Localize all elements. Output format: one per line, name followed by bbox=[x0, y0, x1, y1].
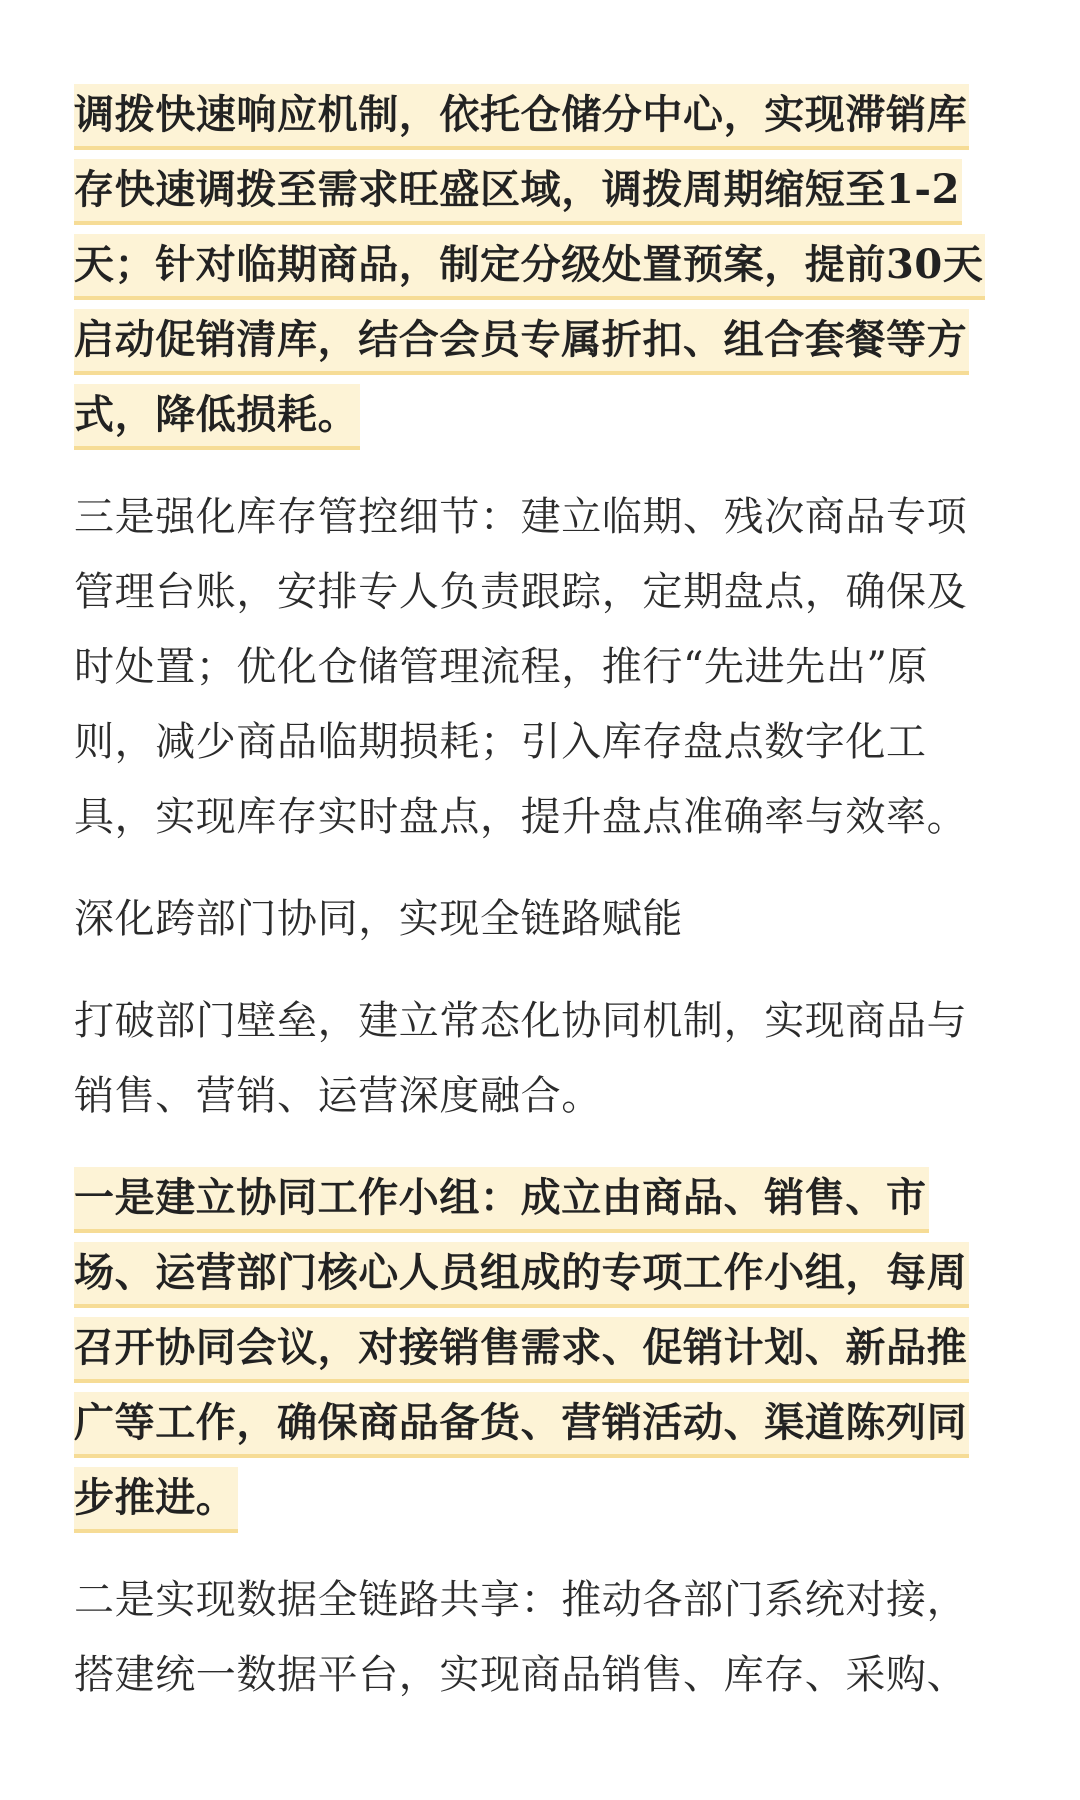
text-line: 时处置；优化仓储管理流程，推行“先进先出”原 bbox=[74, 644, 929, 690]
text-line: 式，降低损耗。 bbox=[74, 378, 1010, 453]
text-line: 打破部门壁垒，建立常态化协同机制，实现商品与 bbox=[74, 998, 968, 1044]
paragraph-intro bbox=[74, 984, 1010, 1134]
text-line: 步推进。 bbox=[74, 1461, 1010, 1536]
paragraph-highlighted-allocation bbox=[74, 78, 1010, 453]
text-line: 广等工作，确保商品备货、营销活动、渠道陈列同 bbox=[74, 1386, 1010, 1461]
text-line: 三是强化库存管控细节：建立临期、残次商品专项 bbox=[74, 494, 968, 540]
section-heading bbox=[74, 882, 1010, 957]
text-line: 调拨快速响应机制，依托仓储分中心，实现滞销库 bbox=[74, 78, 1010, 153]
text-line: 则，减少商品临期损耗；引入库存盘点数字化工 bbox=[74, 719, 927, 765]
text-line: 管理台账，安排专人负责跟踪，定期盘点，确保及 bbox=[74, 569, 968, 615]
paragraph-inventory-control bbox=[74, 480, 1010, 855]
paragraph-highlighted-working-group bbox=[74, 1161, 1010, 1536]
text-line: 天；针对临期商品，制定分级处置预案，提前30天 bbox=[74, 228, 1010, 303]
text-line: 一是建立协同工作小组：成立由商品、销售、市 bbox=[74, 1161, 1010, 1236]
text-line: 存快速调拨至需求旺盛区域，调拨周期缩短至1-2 bbox=[74, 153, 1010, 228]
text-line: 场、运营部门核心人员组成的专项工作小组，每周 bbox=[74, 1236, 1010, 1311]
text-line: 销售、营销、运营深度融合。 bbox=[74, 1073, 602, 1119]
text-line: 召开协同会议，对接销售需求、促销计划、新品推 bbox=[74, 1311, 1010, 1386]
text-line: 搭建统一数据平台，实现商品销售、库存、采购、 bbox=[74, 1652, 968, 1698]
text-line: 具，实现库存实时盘点，提升盘点准确率与效率。 bbox=[74, 794, 968, 840]
section-heading-text: 深化跨部门协同，实现全链路赋能 bbox=[74, 896, 683, 942]
text-line: 启动促销清库，结合会员专属折扣、组合套餐等方 bbox=[74, 303, 1010, 378]
paragraph-data-sharing bbox=[74, 1563, 1010, 1713]
text-line: 二是实现数据全链路共享：推动各部门系统对接， bbox=[74, 1577, 968, 1623]
